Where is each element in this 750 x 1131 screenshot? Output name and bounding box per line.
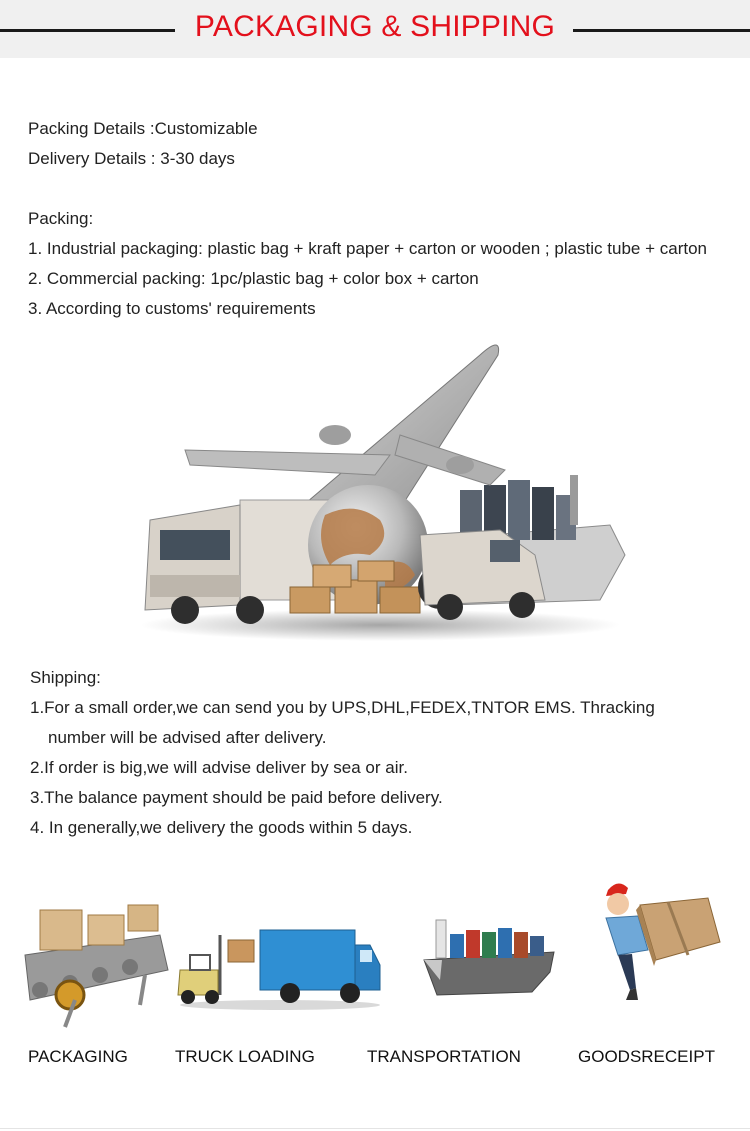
ground-shadow bbox=[140, 609, 620, 641]
courier-with-box-icon bbox=[598, 880, 723, 1005]
packing-details-text: Packing Details :Customizable bbox=[28, 119, 258, 138]
shipping-item-continued: number will be advised after delivery. bbox=[48, 728, 327, 747]
shipping-heading: Shipping: bbox=[30, 668, 101, 687]
forklift-truck-icon bbox=[170, 925, 385, 1010]
conveyor-boxes-icon bbox=[20, 895, 170, 1030]
bottom-divider bbox=[0, 1128, 750, 1129]
packing-item: 1. Industrial packaging: plastic bag + kraft paper + carton or wooden ; plastic tube + carton bbox=[28, 239, 707, 258]
section-header bbox=[0, 0, 750, 58]
packing-item: 3. According to customs' requirements bbox=[28, 299, 316, 318]
cargo-ship-icon bbox=[422, 910, 557, 1000]
shipping-item: 3.The balance payment should be paid before delivery. bbox=[30, 788, 443, 807]
packing-heading: Packing: bbox=[28, 209, 94, 228]
page-title: PACKAGING & SHIPPING bbox=[194, 10, 556, 43]
delivery-details-text: Delivery Details : 3-30 days bbox=[28, 149, 235, 168]
step-label-goodsreceipt: GOODSRECEIPT bbox=[578, 1047, 715, 1066]
shipping-item: 4. In generally,we delivery the goods within 5 days. bbox=[30, 818, 413, 837]
shipping-item: 1.For a small order,we can send you by UPS,DHL,FEDEX,TNTOR EMS. Thracking bbox=[30, 698, 655, 717]
shipping-item: 2.If order is big,we will advise deliver by sea or air. bbox=[30, 758, 408, 777]
step-label-packaging: PACKAGING bbox=[28, 1047, 128, 1066]
step-label-truck-loading: TRUCK LOADING bbox=[175, 1047, 315, 1066]
packing-item: 2. Commercial packing: 1pc/plastic bag + color box + carton bbox=[28, 269, 479, 288]
logistics-illustration bbox=[130, 325, 630, 650]
step-label-transportation: TRANSPORTATION bbox=[367, 1047, 521, 1066]
header-rule-right bbox=[573, 29, 750, 32]
